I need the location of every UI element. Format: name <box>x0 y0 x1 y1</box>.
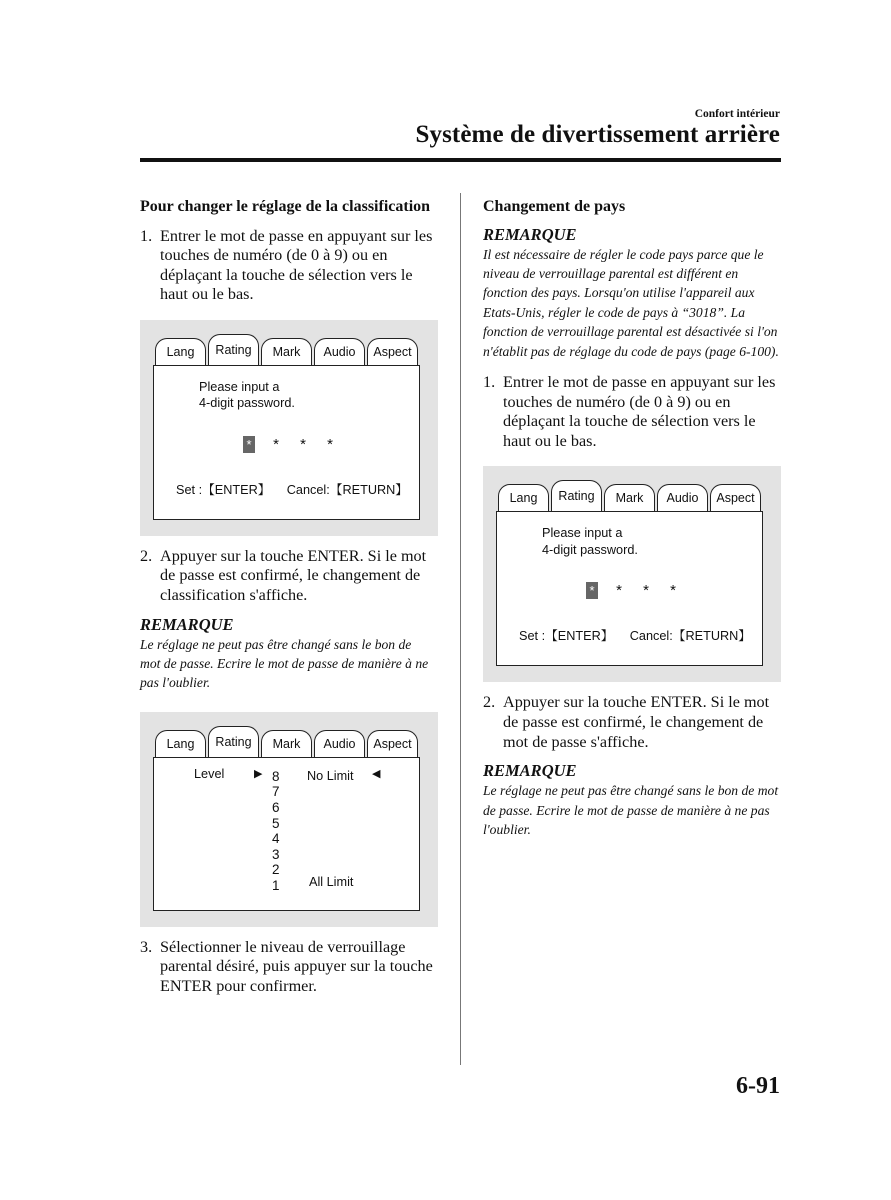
left-column <box>140 197 438 997</box>
digit-mask: * <box>670 582 676 600</box>
section-label: Confort intérieur <box>694 108 780 120</box>
all-limit-label: All Limit <box>309 874 354 889</box>
step-3 <box>140 938 438 997</box>
digit-cursor: * <box>586 582 598 599</box>
tab-lang: Lang <box>155 730 206 757</box>
password-screen <box>153 365 420 520</box>
level-item: 5 <box>272 815 280 831</box>
section-heading: Changement de pays <box>483 198 626 215</box>
tab-aspect: Aspect <box>710 484 761 511</box>
page-title: Système de divertissement arrière <box>415 121 780 148</box>
tab-mark: Mark <box>261 338 312 365</box>
password-prompt <box>199 379 295 412</box>
digit-cursor: * <box>243 436 255 453</box>
step-number: 1. <box>483 372 496 391</box>
digit-mask: * <box>616 582 622 600</box>
step-text: Appuyer sur la touche ENTER. Si le mot de passe est confirmé, le changement de classification s'affiche. <box>160 546 427 605</box>
level-item: 2 <box>272 862 280 878</box>
tab-lang: Lang <box>155 338 206 365</box>
level-item: 1 <box>272 878 280 894</box>
password-screen <box>496 511 763 666</box>
tab-rating: Rating <box>551 480 602 511</box>
arrow-left-icon: ◀ <box>372 767 381 780</box>
note-text: Le réglage ne peut pas être changé sans le bon de mot de passe. Ecrire le mot de passe de manière à ne pas l'oublier. <box>140 636 429 691</box>
password-digits <box>586 582 679 599</box>
tab-audio: Audio <box>657 484 708 511</box>
rating-level-screen <box>153 757 420 911</box>
set-label: Set :【ENTER】 <box>176 482 271 497</box>
password-screen-figure <box>140 320 438 536</box>
tab-mark: Mark <box>261 730 312 757</box>
password-digits <box>243 436 336 453</box>
step-text: Entrer le mot de passe en appuyant sur les touches de numéro (de 0 à 9) ou en déplaçant la touche de sélection vers le haut ou le bas. <box>503 372 776 450</box>
step-2 <box>140 547 438 606</box>
step-text: Entrer le mot de passe en appuyant sur les touches de numéro (de 0 à 9) ou en déplaçant la touche de sélection vers le haut ou le bas. <box>160 226 433 304</box>
step-number: 2. <box>140 546 153 565</box>
prompt-line: Please input a <box>199 379 280 394</box>
note-title: REMARQUE <box>140 614 234 634</box>
step-text: Appuyer sur la touche ENTER. Si le mot de passe est confirmé, le changement de mot de passe s'affiche. <box>503 693 770 751</box>
header-rule <box>140 158 781 162</box>
note-text: Le réglage ne peut pas être changé sans le bon de mot de passe. Ecrire le mot de passe de manière à ne pas l'oublier. <box>483 783 779 837</box>
note-text: Il est nécessaire de régler le code pays parce que le niveau de verrouillage parental est différent en fonction des pays. Lorsqu'on utilise l'appareil aux Etats-Unis, régler le code de pays à “3018”. La fonction de verrouillage parental est désactivée si l'on n'établit pas de réglage du code de pays (page 6-100). <box>483 246 779 359</box>
screen-tabs <box>153 726 420 757</box>
set-label: Set :【ENTER】 <box>519 629 614 644</box>
tab-rating: Rating <box>208 334 259 365</box>
step-1 <box>140 227 438 305</box>
note-title: REMARQUE <box>483 224 577 244</box>
screen-tabs <box>496 480 763 511</box>
right-column <box>483 197 781 839</box>
password-screen-figure <box>483 466 781 682</box>
screen-tabs <box>153 334 420 365</box>
level-list <box>272 769 280 894</box>
tab-aspect: Aspect <box>367 730 418 757</box>
digit-mask: * <box>273 435 279 453</box>
level-item: 7 <box>272 784 280 800</box>
tab-audio: Audio <box>314 730 365 757</box>
cancel-label: Cancel:【RETURN】 <box>629 629 751 644</box>
no-limit-label: No Limit <box>307 768 354 783</box>
digit-mask: * <box>643 582 649 600</box>
prompt-line: 4-digit password. <box>542 542 638 557</box>
arrow-right-icon: ▶ <box>254 767 263 780</box>
tab-aspect: Aspect <box>367 338 418 365</box>
password-prompt <box>542 525 638 558</box>
digit-mask: * <box>300 435 306 453</box>
step-number: 1. <box>140 226 153 245</box>
level-item: 4 <box>272 831 280 847</box>
step-text: Sélectionner le niveau de verrouillage parental désiré, puis appuyer sur la touche ENTER pour confirmer. <box>160 937 433 996</box>
rating-screen-figure <box>140 712 438 927</box>
tab-mark: Mark <box>604 484 655 511</box>
column-divider <box>460 193 461 1065</box>
level-label: Level <box>194 766 225 781</box>
digit-mask: * <box>327 435 333 453</box>
level-item: 3 <box>272 846 280 862</box>
prompt-line: 4-digit password. <box>199 396 295 411</box>
cancel-label: Cancel:【RETURN】 <box>286 482 408 497</box>
step-number: 2. <box>483 693 496 712</box>
level-item: 6 <box>272 800 280 816</box>
section-heading: Pour changer le réglage de la classification <box>140 198 431 215</box>
tab-lang: Lang <box>498 484 549 511</box>
level-item: 8 <box>272 768 280 784</box>
tab-rating: Rating <box>208 726 259 757</box>
prompt-line: Please input a <box>542 526 623 541</box>
step-2 <box>483 693 781 752</box>
page-number: 6-91 <box>736 1073 780 1099</box>
step-1 <box>483 373 781 451</box>
tab-audio: Audio <box>314 338 365 365</box>
step-number: 3. <box>140 937 153 956</box>
note-title: REMARQUE <box>483 761 577 781</box>
